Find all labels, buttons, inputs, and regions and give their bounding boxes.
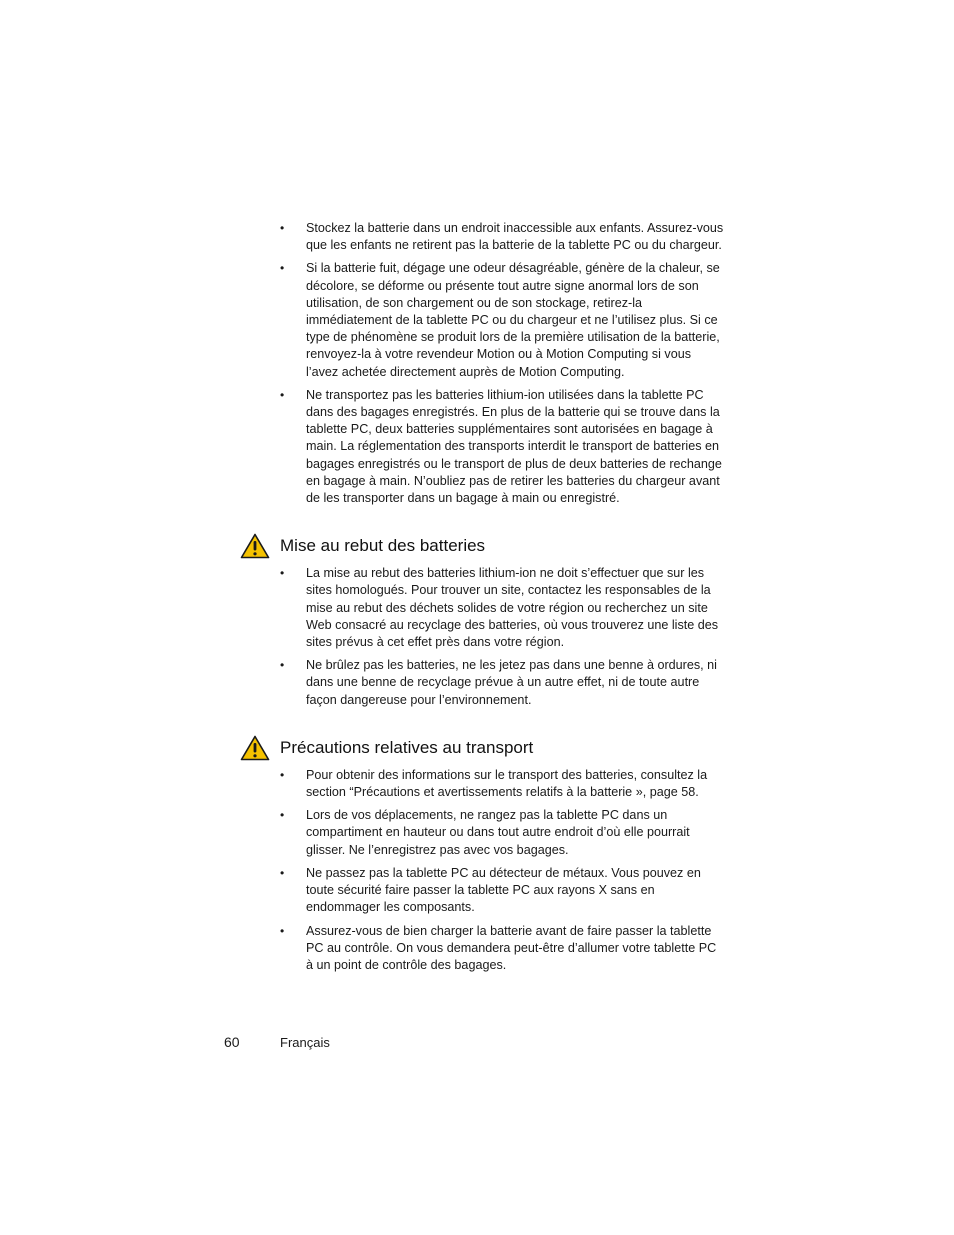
list-item-text: Ne brûlez pas les batteries, ne les jetez pas dans une benne à ordures, ni dans une benne de recyclage prévue à un autre effet, ni de toute autre façon dangereuse pour l’environnement. (306, 658, 717, 707)
page-content (240, 220, 740, 980)
list-item-text: Stockez la batterie dans un endroit inaccessible aux enfants. Assurez-vous que les enfants ne retirent pas la batterie de la tablette PC ou du chargeur. (306, 221, 724, 253)
list-item (280, 923, 726, 975)
warning-triangle-icon (240, 533, 270, 559)
section-heading (240, 533, 740, 559)
page-number: 60 (224, 1034, 240, 1050)
list-item-text: Ne passez pas la tablette PC au détecteur de métaux. Vous pouvez en toute sécurité faire passer la tablette PC aux rayons X sans en endommager les composants. (306, 865, 701, 915)
list-item (280, 807, 726, 859)
bullet-mark: • (280, 261, 285, 276)
bullet-mark: • (280, 658, 285, 673)
list-item (280, 565, 726, 651)
list-item (280, 220, 726, 254)
transport-bullet-list (280, 767, 726, 974)
section-heading (240, 735, 740, 761)
list-item (280, 387, 726, 507)
bullet-mark: • (280, 767, 285, 782)
bullet-mark: • (280, 387, 285, 402)
bullet-mark: • (280, 808, 285, 823)
bullet-mark: • (280, 566, 285, 581)
list-item-text: Si la batterie fuit, dégage une odeur désagréable, génère de la chaleur, se décolore, se déforme ou présente tout autre signe anormal lors de son utilisation, de son chargement ou de son stockage, retirez-la immédiatement de la tablette PC ou du chargeur et ne l’utilisez plus. Si ce type de phénomène se produit lors de la première utilisation de la batterie, renvoyez-la à votre revendeur Motion ou à Motion Computing si vous l’avez achetée directement auprès de Motion Computing. (306, 261, 720, 379)
list-item (280, 260, 726, 380)
list-item-text: Lors de vos déplacements, ne rangez pas la tablette PC dans un compartiment en hauteur ou dans tout autre endroit d’où elle pourrait glisser. Ne l’enregistrez pas avec vos bagages. (306, 808, 690, 857)
bullet-mark: • (280, 923, 285, 938)
list-item (280, 767, 726, 801)
footer-language: Français (280, 1035, 330, 1050)
section-title: Mise au rebut des batteries (280, 536, 486, 556)
list-item-text: Pour obtenir des informations sur le transport des batteries, consultez la section “Précautions et avertissements relatifs à la batterie », page 58. (306, 767, 708, 800)
list-item-text: Assurez-vous de bien charger la batterie avant de faire passer la tablette PC au contrôle. On vous demandera peut-être d’allumer votre tablette PC à un point de contrôle des bagages. (306, 923, 717, 972)
section-disposal (240, 533, 740, 709)
intro-bullet-list (280, 220, 726, 507)
list-item-text: Ne transportez pas les batteries lithium-ion utilisées dans la tablette PC dans des bagages enregistrés. En plus de la batterie qui se trouve dans la tablette PC, deux batteries supplémentaires sont autorisées en bagage à main. La réglementation des transports interdit le transport de batteries en bagages enregistrés ou le transport de plus de deux batteries de rechange en bagage à main. N’oubliez pas de retirer les batteries du chargeur avant de les transporter dans un bagage à main ou enregistré. (306, 387, 722, 506)
section-title: Précautions relatives au transport (280, 737, 534, 757)
section-transport (240, 735, 740, 974)
bullet-mark: • (280, 221, 285, 235)
bullet-mark: • (280, 865, 285, 880)
warning-triangle-icon (240, 735, 270, 761)
list-item (280, 865, 726, 917)
disposal-bullet-list (280, 565, 726, 709)
list-item (280, 657, 726, 709)
page-footer (224, 1034, 330, 1050)
list-item-text: La mise au rebut des batteries lithium-ion ne doit s’effectuer que sur les sites homologués. Pour trouver un site, contactez les responsables de la mise au rebut des déchets solides de votre région ou recherchez un site Web consacré au recyclage des batteries, où vous trouverez une liste des sites prévus à cet effet près dans votre région. (306, 566, 719, 650)
